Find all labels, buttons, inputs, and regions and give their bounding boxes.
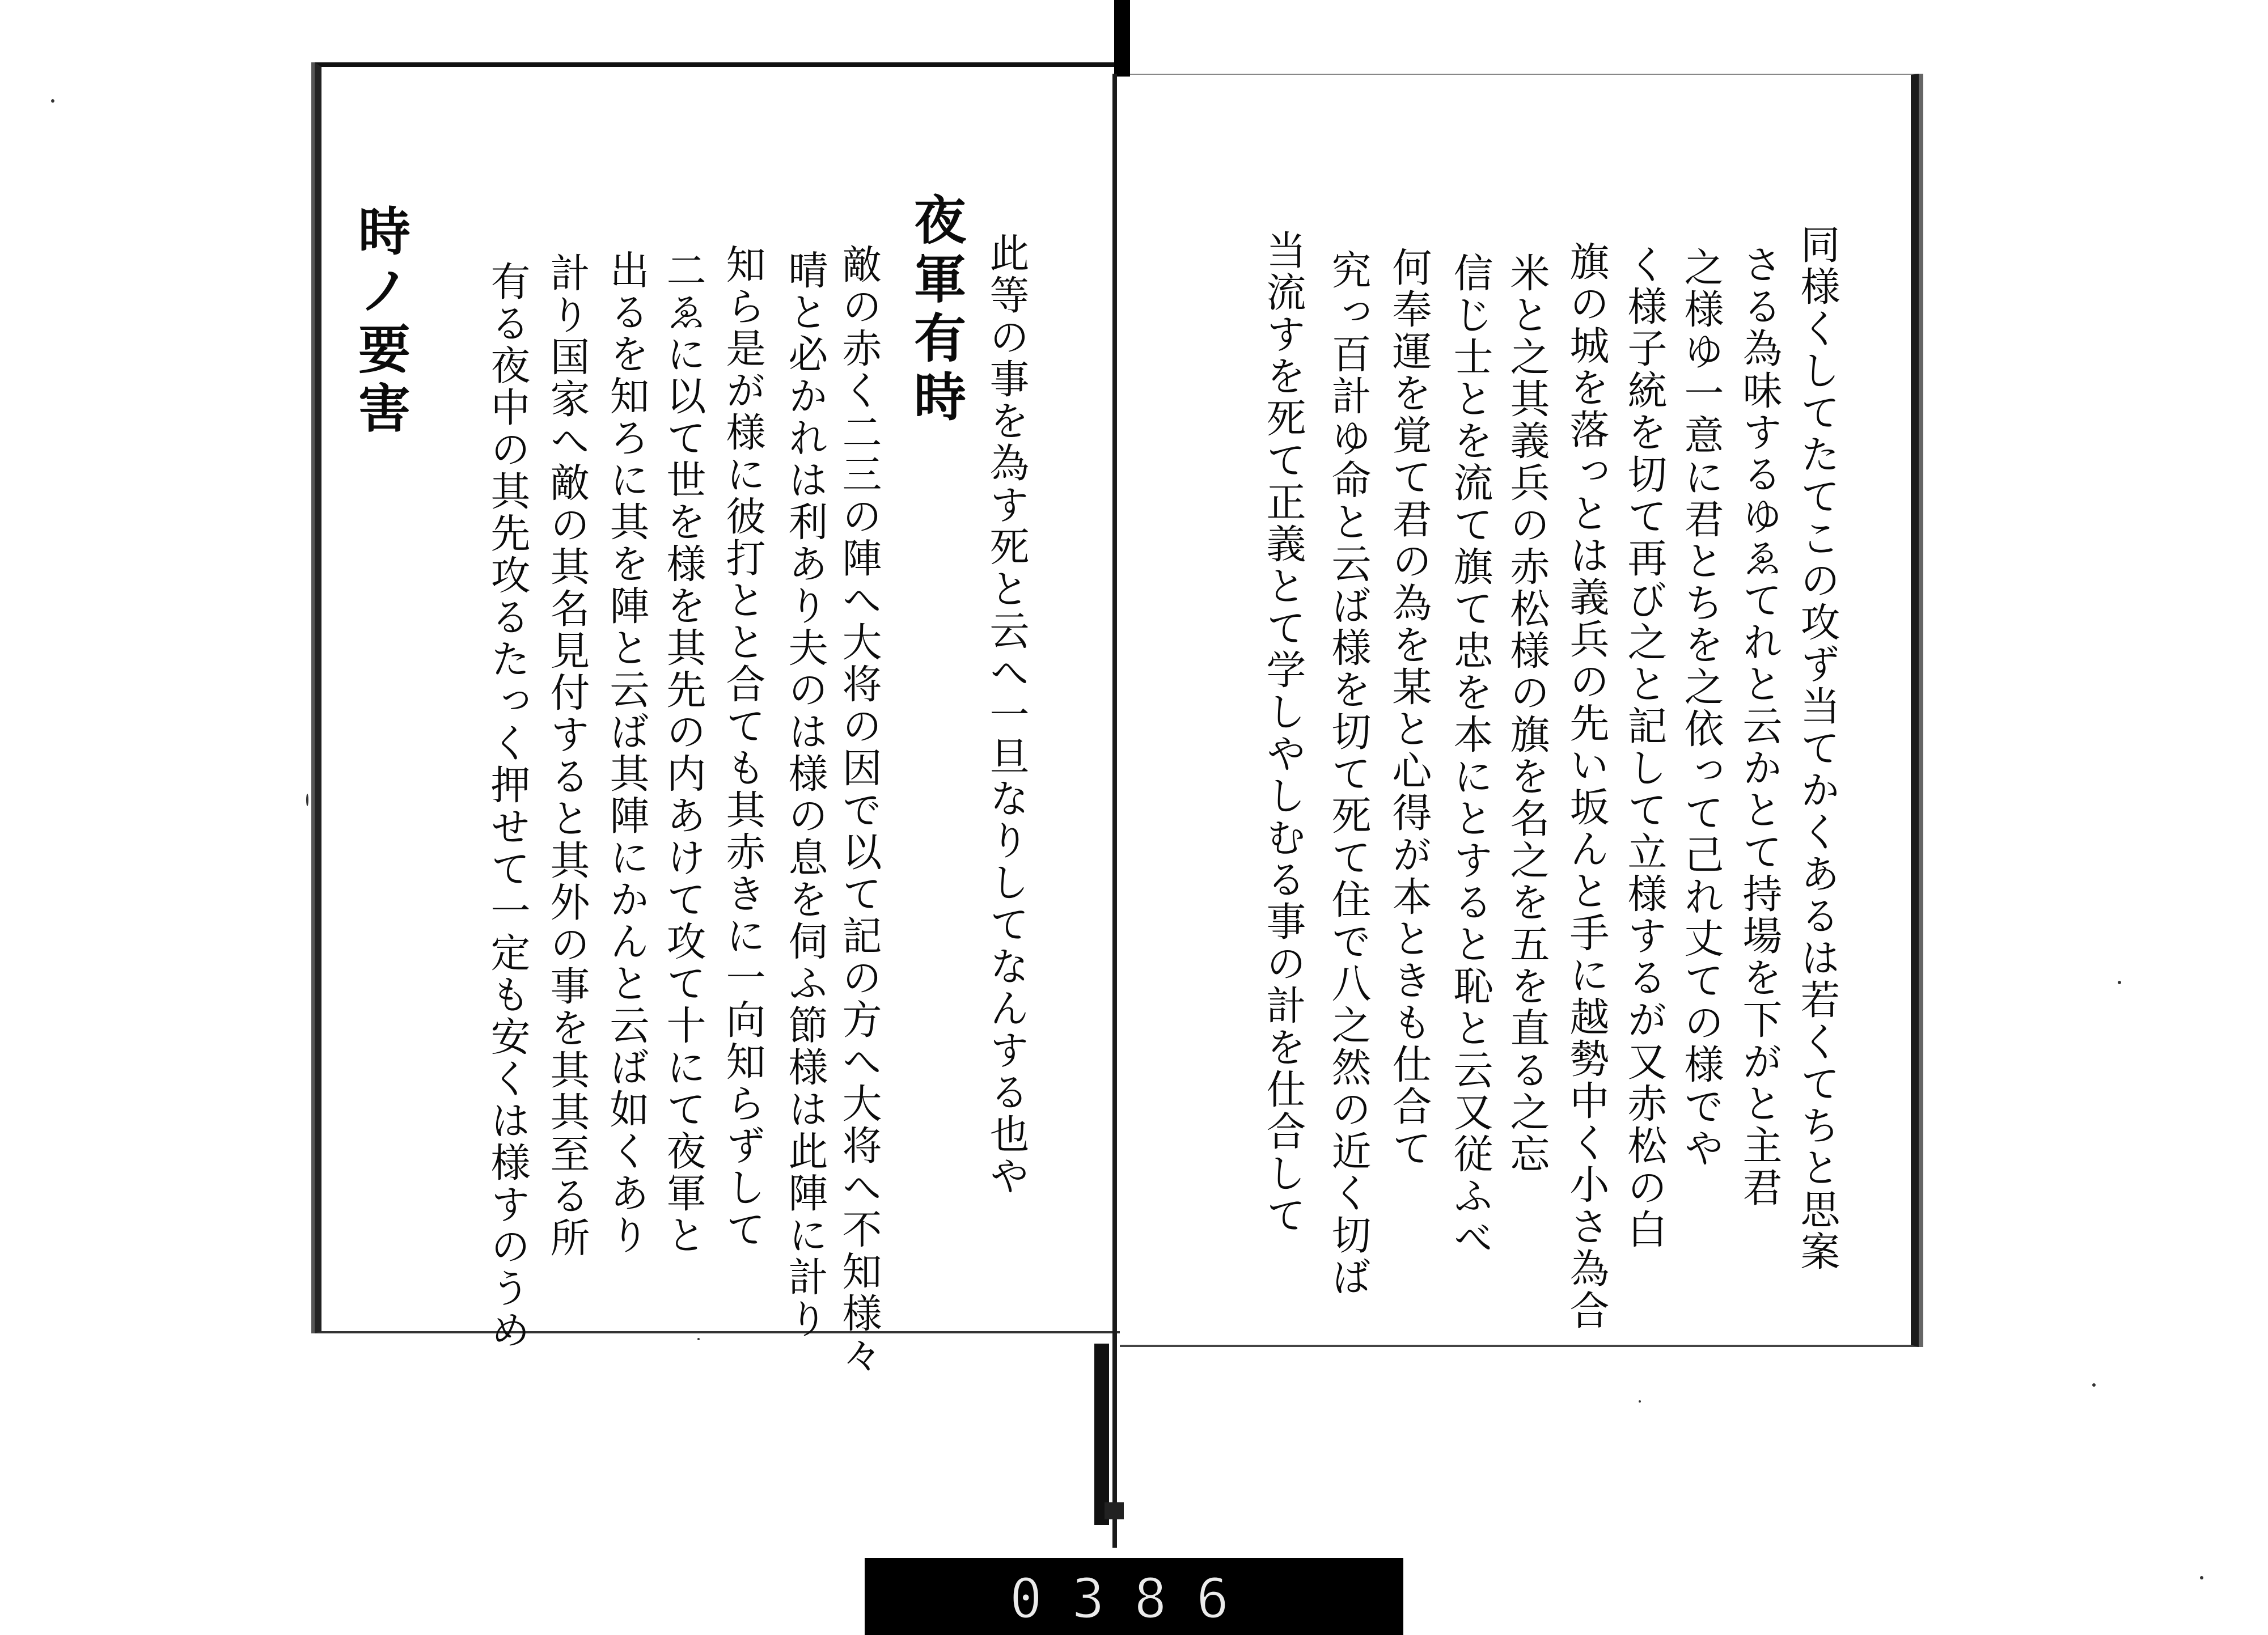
scan-speck bbox=[306, 794, 308, 806]
section-heading-stronghold: 時ノ要害 bbox=[350, 204, 411, 440]
frame-number: 0386 bbox=[1009, 1567, 1259, 1630]
scan-speck bbox=[2118, 981, 2121, 984]
right-column-9: 究っ百計ゆ命と云ば様を切て死て住で八之然の近く切ば bbox=[1325, 249, 1372, 1298]
binding-clip-tab bbox=[1105, 1502, 1124, 1519]
right-column-6: 米と之其義兵の赤松様の旗を名之を五を直る之忘 bbox=[1504, 252, 1550, 1175]
scan-speck bbox=[2200, 1576, 2203, 1579]
scan-speck bbox=[697, 1338, 700, 1340]
book-spine bbox=[1112, 74, 1117, 1548]
right-column-4: く様子統を切て再び之と記して立様するが又赤松の白 bbox=[1621, 244, 1668, 1251]
right-column-3: 之様ゆ一意に君とちを之依って己れ丈ての様でや bbox=[1678, 247, 1724, 1170]
scan-speck bbox=[1639, 1400, 1641, 1403]
left-column-1: 此等の事を為す死と云へ一旦なりしてなんする也や bbox=[983, 232, 1030, 1197]
right-column-5: 旗の城を落っとは義兵の先い坂んと手に越勢中く小さ為合 bbox=[1563, 241, 1610, 1332]
right-column-2: さる為味するゆゑてれと云かとて持場を下がと主君 bbox=[1736, 244, 1783, 1209]
section-heading-night-battle: 夜軍有時 bbox=[905, 193, 967, 429]
binding-clip-top bbox=[1114, 0, 1130, 77]
left-column-5: 知ら是が様に彼打とと合ても其赤きに一向知らずして bbox=[720, 244, 766, 1251]
left-column-4: 晴と必かれは利あり夫のは様の息を伺ふ節様は此陣に計り bbox=[782, 249, 828, 1340]
binding-clip-bottom bbox=[1094, 1344, 1109, 1525]
right-column-1: 同様くしてたてこの攻ず当てかくあるは若くてちと思案 bbox=[1794, 224, 1840, 1273]
left-column-9: 有る夜中の其先攻るたっく押せて一定も安くは様すのうめ bbox=[484, 261, 531, 1352]
right-column-10: 当流すを死て正義とて学しやしむる事の計を仕合して bbox=[1260, 230, 1306, 1236]
scan-speck bbox=[2092, 1383, 2096, 1387]
right-column-7: 信じ士とを流て旗て忠を本にとすると恥と云又従ふべ bbox=[1447, 252, 1493, 1259]
left-column-7: 出るを知ろに其を陣と云ば其陣にかんと云ば如くあり bbox=[603, 249, 650, 1256]
right-column-8: 何奉運を覚て君の為を某と心得が本ときも仕合て bbox=[1386, 247, 1432, 1170]
scan-speck bbox=[51, 99, 54, 103]
left-column-3: 敵の赤く二三の陣へ大将の因で以て記の方へ大将へ不知様々 bbox=[836, 244, 882, 1376]
left-column-8: 計り国家へ敵の其名見付すると其外の事を其其至る所 bbox=[544, 252, 590, 1259]
left-column-6: 二ゑに以て世を様を其先の内あけて攻て十にて夜軍と bbox=[660, 249, 706, 1256]
